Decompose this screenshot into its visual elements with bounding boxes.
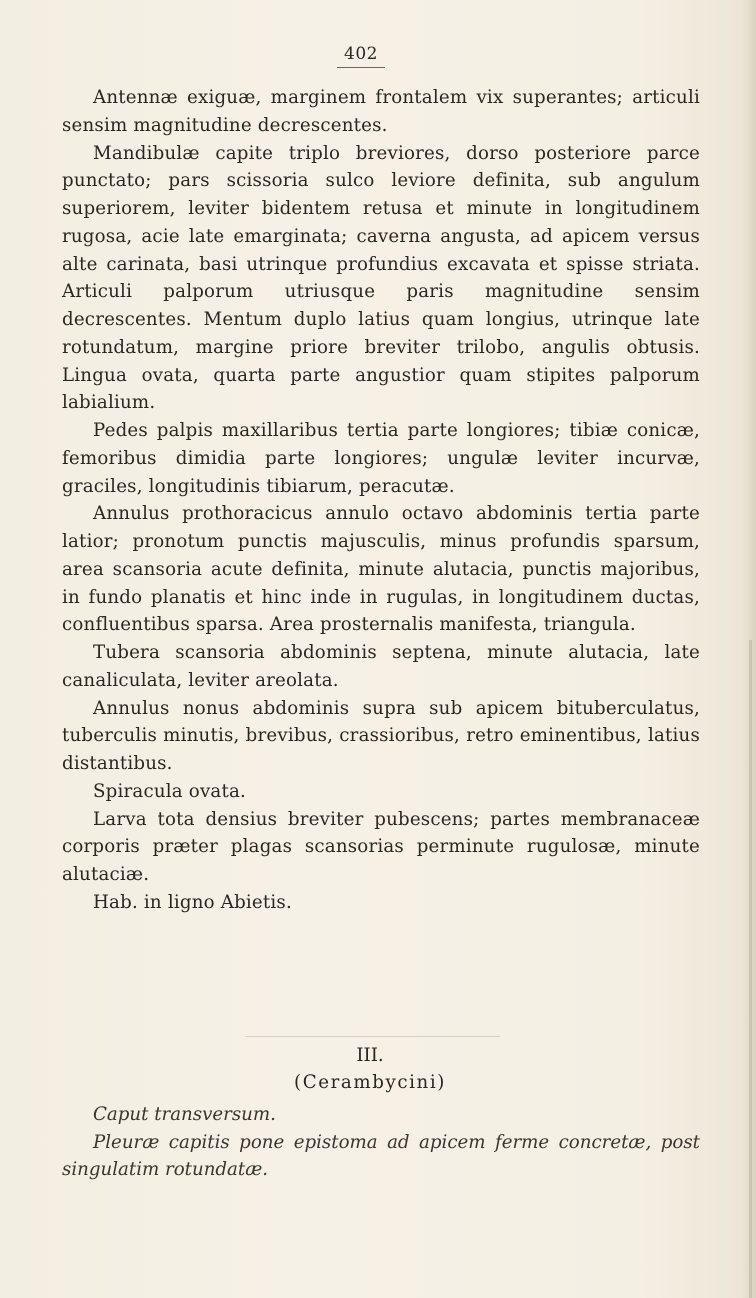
section-divider — [245, 1036, 500, 1037]
paragraph-annulus-nonus: Annulus nonus abdominis supra sub apicem bituberculatus, tuberculis minutis, brevibus, crassioribus, retro eminentibus, latius distantibus. — [62, 697, 700, 774]
page-number: 402 — [344, 44, 378, 64]
paragraph-spiracula: Spiracula ovata. — [93, 780, 246, 802]
section-italic-text — [62, 1101, 700, 1184]
paragraph-mandibulae: Mandibulæ capite triplo breviores, dorso posteriore parce punctato; pars scissoria sulco leviore definita, sub angulum superiorem, leviter bidentem retusa et minute in longitudinem rugosa, acie late emarginata; caverna angusta, ad apicem versus alte carinata, basi utrinque profundius excavata et spisse striata. Articuli palporum utriusque paris magnitudine sensim decrescentes. Mentum duplo latius quam longius, utrinque late rotundatum, margine priore breviter trilobo, angulis obtusis. Lingua ovata, quarta parte angustior quam stipites palporum labialium. — [62, 142, 700, 414]
paragraph-habitat: Hab. in ligno Abietis. — [93, 891, 292, 913]
body-text — [62, 84, 700, 917]
paragraph-tubera: Tubera scansoria abdominis septena, minute alutacia, late canaliculata, leviter areolata. — [62, 642, 700, 691]
paragraph-larva: Larva tota densius breviter pubescens; partes membranaceæ corporis præter plagas scansorias perminute rugulosæ, minute alutaciæ. — [62, 808, 700, 885]
paragraph-antennae: Antennæ exiguæ, marginem frontalem vix superantes; articuli sensim magnitudine decrescentes. — [62, 87, 700, 136]
paragraph-pedes: Pedes palpis maxillaribus tertia parte longiores; tibiæ conicæ, femoribus dimidia parte longiores; ungulæ leviter incurvæ, graciles, longitudinis tibiarum, peracutæ. — [62, 420, 700, 497]
page-edge-shadow — [749, 640, 752, 1298]
page-number-underline — [337, 67, 385, 68]
section-heading: (Cerambycini) — [294, 1072, 446, 1093]
page-edge — [740, 0, 756, 1298]
section-number: III. — [356, 1045, 384, 1066]
italic-line-caput: Caput transversum. — [93, 1104, 276, 1125]
italic-line-pleurae: Pleuræ capitis pone epistoma ad apicem ferme concretæ, post singulatim rotundatæ. — [62, 1131, 700, 1180]
paragraph-annulus-prothoracicus: Annulus prothoracicus annulo octavo abdominis tertia parte latior; pronotum punctis majusculis, minus profundis sparsum, area scansoria acute definita, minute alutacia, punctis majoribus, in fundo planatis et hinc inde in rugulas, in longitudinem ductas, confluentibus sparsa. Area prosternalis manifesta, triangula. — [62, 503, 700, 636]
